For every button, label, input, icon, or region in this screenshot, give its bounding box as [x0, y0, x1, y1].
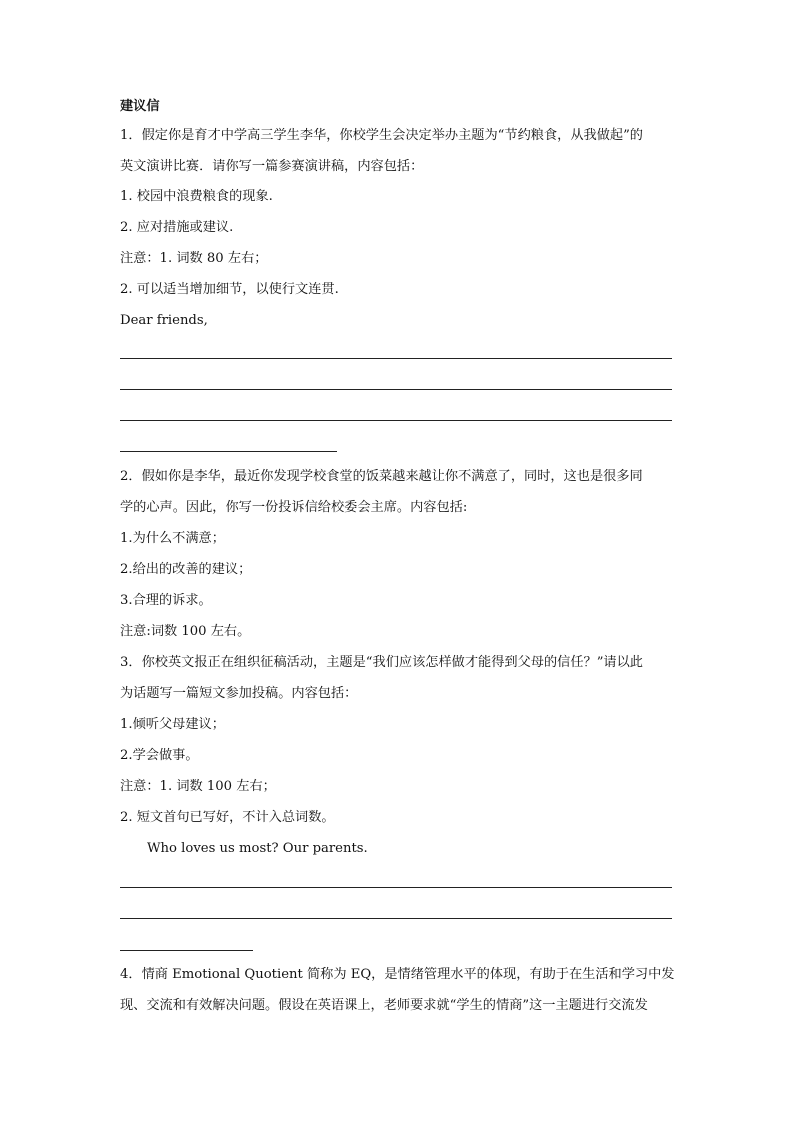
answer-line-short	[120, 950, 253, 951]
q3-opening: Who loves us most? Our parents.	[147, 841, 368, 856]
q2-prompt-line2: 学的心声。因此，你写一份投诉信给校委会主席。内容包括:	[120, 500, 468, 515]
q3-note1: 注意：1. 词数 100 左右；	[120, 779, 276, 794]
q3-prompt-line1: 3．你校英文报正在组织征稿活动，主题是“我们应该怎样做才能得到父母的信任？”请以此	[120, 655, 643, 670]
q2-item1: 1.为什么不满意；	[120, 531, 225, 546]
q1-prompt-line1: 1．假定你是育才中学高三学生李华，你校学生会决定举办主题为“节约粮食，从我做起”的	[120, 128, 643, 143]
q4-prompt-line2: 现、交流和有效解决问题。假设在英语课上，老师要求就“学生的情商”这一主题进行交流发	[120, 998, 648, 1013]
q2-item3: 3.合理的诉求。	[120, 593, 212, 608]
q1-note1: 注意：1. 词数 80 左右；	[120, 251, 268, 266]
q2-note: 注意:词数 100 左右。	[120, 624, 251, 639]
q3-note2: 2. 短文首句已写好，不计入总词数。	[120, 810, 335, 825]
answer-line	[120, 918, 672, 919]
q4-prompt-line1: 4．情商 Emotional Quotient 简称为 EQ，是情绪管理水平的体现，有助于在生活和学习中发	[120, 967, 675, 982]
q1-prompt-line2: 英文演讲比赛．请你写一篇参赛演讲稿，内容包括：	[120, 159, 424, 174]
q2-prompt-line1: 2．假如你是李华，最近你发现学校食堂的饭菜越来越让你不满意了，同时，这也是很多同	[120, 469, 643, 484]
q3-item1: 1.倾听父母建议；	[120, 717, 225, 732]
q2-item2: 2.给出的改善的建议；	[120, 562, 252, 577]
q1-opening: Dear friends,	[120, 313, 208, 328]
q3-prompt-line2: 为话题写一篇短文参加投稿。内容包括：	[120, 686, 358, 701]
answer-line	[120, 389, 672, 390]
answer-line-short	[120, 451, 337, 452]
q1-note2: 2. 可以适当增加细节，以使行文连贯.	[120, 282, 339, 297]
q1-item2: 2. 应对措施或建议.	[120, 220, 234, 235]
q3-item2: 2.学会做事。	[120, 748, 199, 763]
q1-item1: 1. 校园中浪费粮食的现象.	[120, 189, 273, 204]
answer-line	[120, 358, 672, 359]
section-heading: 建议信	[120, 99, 160, 114]
answer-line	[120, 420, 672, 421]
answer-line	[120, 887, 672, 888]
